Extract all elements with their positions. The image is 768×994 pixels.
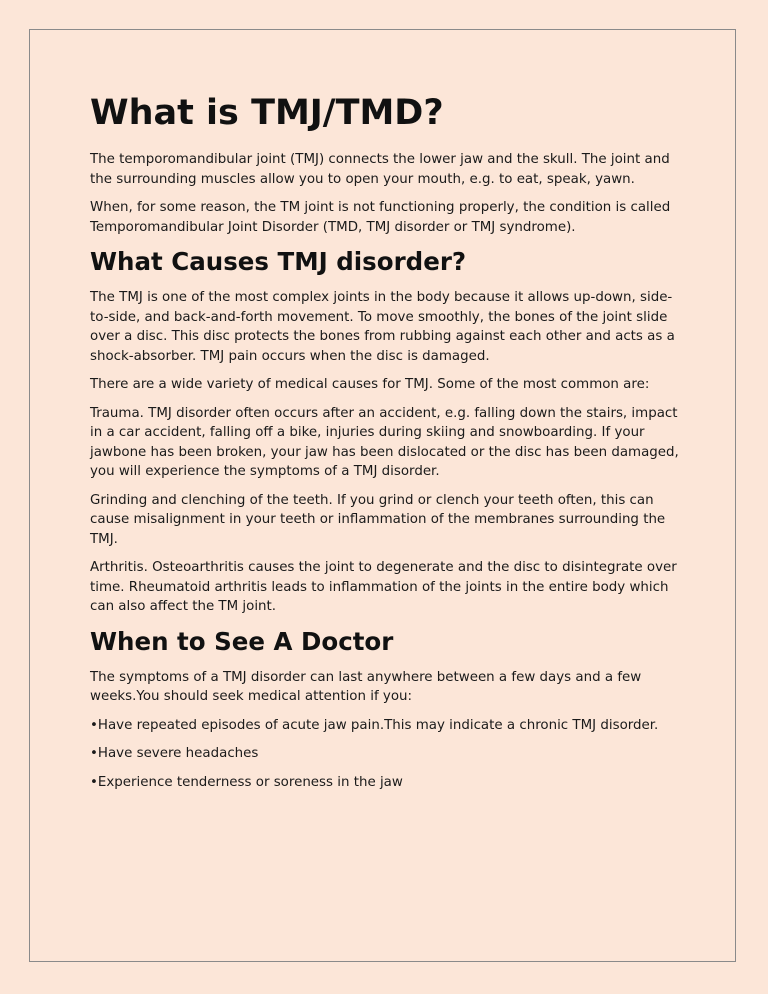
causes-paragraph: Arthritis. Osteoarthritis causes the joint to degenerate and the disc to disintegrate over time. Rheumatoid arthritis leads to inflammation of the joints in the entire body which can also affect the TM joint.	[90, 560, 677, 614]
causes-paragraph: Trauma. TMJ disorder often occurs after an accident, e.g. falling down the stairs, impact in a car accident, falling off a bike, injuries during skiing and snowboarding. If your jawbone has been broken, your jaw has been dislocated or the disc has been damaged, you will experience the symptoms of a TMJ disorder.	[90, 405, 679, 479]
doctor-bullet-item: •Have repeated episodes of acute jaw pain.This may indicate a chronic TMJ disorder.	[90, 717, 659, 733]
causes-paragraph: The TMJ is one of the most complex joints in the body because it allows up-down, side-to-side, and back-and-forth movement. To move smoothly, the bones of the joint slide over a disc. This disc protects the bones from rubbing against each other and acts as a shock-absorber. TMJ pain occurs when the disc is damaged.	[90, 290, 675, 364]
causes-heading: What Causes TMJ disorder?	[90, 247, 467, 276]
doctor-heading: When to See A Doctor	[90, 626, 394, 656]
causes-paragraph: There are a wide variety of medical causes for TMJ. Some of the most common are:	[90, 377, 650, 392]
doctor-bullet-item: •Experience tenderness or soreness in the jaw	[90, 774, 403, 790]
intro-paragraph: The temporomandibular joint (TMJ) connects the lower jaw and the skull. The joint and the surrounding muscles allow you to open your mouth, e.g. to eat, speak, yawn.	[90, 152, 670, 187]
doctor-paragraph: The symptoms of a TMJ disorder can last anywhere between a few days and a few weeks.You should seek medical attention if you:	[90, 669, 642, 704]
page-title: What is TMJ/TMD?	[90, 93, 444, 133]
intro-paragraph: When, for some reason, the TM joint is not functioning properly, the condition is called Temporomandibular Joint Disorder (TMD, TMJ disorder or TMJ syndrome).	[90, 200, 671, 235]
doctor-bullet-item: •Have severe headaches	[90, 746, 259, 761]
document-body	[90, 91, 690, 801]
causes-paragraph: Grinding and clenching of the teeth. If you grind or clench your teeth often, this can cause misalignment in your teeth or inflammation of the membranes surrounding the TMJ.	[90, 492, 666, 547]
